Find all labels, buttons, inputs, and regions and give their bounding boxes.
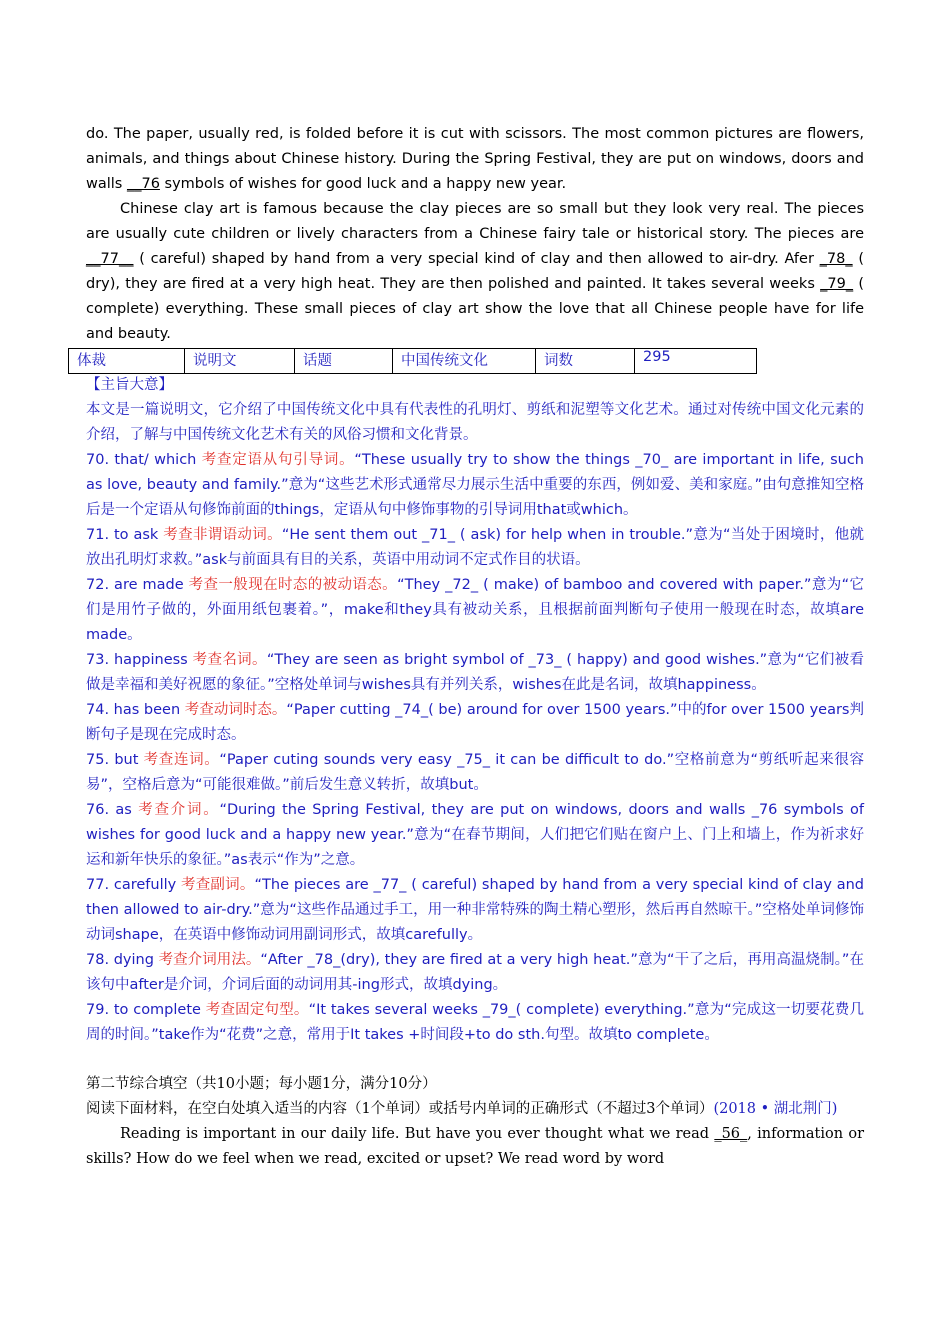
answer-item	[86, 798, 864, 873]
answer-tag: 考查动词时态。	[184, 702, 287, 718]
answer-item	[86, 998, 864, 1048]
topic-label: 话题	[295, 349, 393, 374]
source-label: (2018 • 湖北荆门)	[713, 1101, 838, 1117]
answer-item	[86, 948, 864, 998]
section-2-heading: 第二节综合填空（共10小题；每小题1分，满分10分）	[86, 1076, 437, 1092]
passage-paragraph-1: do. The paper, usually red, is folded before it is cut with scissors. The most common pictures are flowers, animals, and things about Chinese history. During the Spring Festival, they are put on windows, doors and walls __76 symbols of wishes for good luck and a happy new year.	[86, 126, 864, 192]
section-2-paragraph: Reading is important in our daily life. But have you ever thought what we read _56_, information or skills? How do we feel when we read, excited or upset? We read word by word	[86, 1126, 865, 1167]
answer-item	[86, 873, 864, 948]
metadata-table	[68, 348, 757, 374]
answer-tag: 考查连词。	[143, 752, 220, 768]
answer-explanation: “They _72_ ( make) of bamboo and covered with paper.”意为“它们是用竹子做的，外面用纸包裹着。”，make和they具有被动关系，且根据前面判断句子使用一般现在时态，故填are made。	[86, 577, 865, 643]
answer-tag: 考查介词用法。	[158, 952, 261, 968]
answer-tag: 考查定语从句引导词。	[201, 452, 355, 468]
answer-tag: 考查非谓语动词。	[163, 527, 282, 543]
metadata-row	[69, 349, 757, 374]
blank-78: _78_	[819, 251, 853, 267]
genre-label: 体裁	[69, 349, 185, 374]
answer-explanation: “Paper cutting _74_( be) around for over 1500 years.”中的for over 1500 years判断句子是现在完成时态。	[86, 702, 864, 743]
summary-text: 本文是一篇说明文，它介绍了中国传统文化中具有代表性的孔明灯、剪纸和泥塑等文化艺术。通过对传统中国文化元素的介绍，了解与中国传统文化艺术有关的风俗习惯和文化背景。	[86, 402, 864, 443]
answer-list	[86, 448, 864, 1048]
answer-explanations	[86, 373, 864, 1048]
answer-key: 77. carefully	[86, 877, 182, 893]
answer-key: 72. are made	[86, 577, 189, 593]
answer-item	[86, 523, 864, 573]
answer-tag: 考查介词。	[138, 802, 220, 818]
answer-explanation: “The pieces are _77_ ( careful) shaped by hand from a very special kind of clay and then allowed to air-dry.”意为“这些作品通过手工，用一种非常特殊的陶土精心塑形，然后再自然晾干。”空格处单词修饰动词shape，在英语中修饰动词用副词形式，故填carefully。	[86, 877, 865, 943]
answer-key: 71. to ask	[86, 527, 164, 543]
blank-79: _79_	[820, 276, 854, 292]
answer-explanation: “During the Spring Festival, they are put on windows, doors and walls _76 symbols of wishes for good luck and a happy new year.”意为“在春节期间，人们把它们贴在窗户上、门上和墙上，作为祈求好运和新年快乐的象征。”as表示“作为”之意。	[86, 802, 865, 868]
genre-value: 说明文	[185, 349, 295, 374]
passage	[86, 122, 864, 347]
answer-key: 76. as	[86, 802, 139, 818]
answer-tag: 考查副词。	[181, 877, 255, 893]
word-count-label: 词数	[536, 349, 635, 374]
answer-item	[86, 748, 864, 798]
answer-key: 79. to complete	[86, 1002, 206, 1018]
blank-76: __76	[126, 176, 160, 192]
answer-explanation: “He sent them out _71_ ( ask) for help when in trouble.”意为“当处于困境时，他就放出孔明灯求救。”ask与前面具有目的关系，英语中用动词不定式作目的状语。	[86, 527, 865, 568]
answer-explanation: “Paper cuting sounds very easy _75_ it can be difficult to do.”空格前意为“剪纸听起来很容易”，空格后意为“可能很难做。”前后发生意义转折，故填but。	[86, 752, 865, 793]
answer-tag: 考查固定句型。	[205, 1002, 309, 1018]
word-count-value: 295	[635, 349, 757, 374]
answer-explanation: “They are seen as bright symbol of _73_ ( happy) and good wishes.”意为“它们被看做是幸福和美好祝愿的象征。”空格处单词与wishes具有并列关系，wishes在此是名词，故填happiness。	[86, 652, 864, 693]
answer-item	[86, 648, 864, 698]
section-2-instruction: 阅读下面材料，在空白处填入适当的内容（1个单词）或括号内单词的正确形式（不超过3个单词）(2018 • 湖北荆门)	[86, 1101, 838, 1117]
answer-tag: 考查名词。	[192, 652, 267, 668]
answer-key: 78. dying	[86, 952, 159, 968]
answer-key: 74. has been	[86, 702, 185, 718]
answer-item	[86, 573, 864, 648]
answer-key: 73. happiness	[86, 652, 193, 668]
answer-item	[86, 698, 864, 748]
answer-explanation: “These usually try to show the things _70_ are important in life, such as love, beauty and family.”意为“这些艺术形式通常尽力展示生活中重要的东西，例如爱、美和家庭。”由句意推知空格后是一个定语从句修饰前面的things，定语从句中修饰事物的引导词用that或which。	[86, 452, 865, 518]
answer-key: 75. but	[86, 752, 144, 768]
blank-77: __77__	[86, 251, 134, 267]
answer-tag: 考查一般现在时态的被动语态。	[188, 577, 398, 593]
answer-key: 70. that/ which	[86, 452, 202, 468]
section-2	[86, 1072, 864, 1172]
answer-explanation: “It takes several weeks _79_( complete) everything.”意为“完成这一切要花费几周的时间。”take作为“花费”之意，常用于It takes +时间段+to do sth.句型。故填to complete。	[86, 1002, 864, 1043]
answer-explanation: “After _78_(dry), they are fired at a very high heat.”意为“干了之后，再用高温烧制。”在该句中after是介词，介词后面的动词用其-ing形式，故填dying。	[86, 952, 864, 993]
blank-56: _56_	[714, 1126, 748, 1142]
passage-paragraph-2: Chinese clay art is famous because the clay pieces are so small but they look very real. The pieces are usually cute children or lively characters from a Chinese fairy tale or historical story. The pieces are __77__ ( careful) shaped by hand from a very special kind of clay and then allowed to air-dry. Afer _78_ ( dry), they are fired at a very high heat. They are then polished and painted. It takes several weeks _79_ ( complete) everything. These small pieces of clay art show the love that all Chinese people have for life and beauty.	[86, 201, 865, 342]
topic-value: 中国传统文化	[393, 349, 536, 374]
answer-item	[86, 448, 864, 523]
summary-heading: 【主旨大意】	[86, 377, 173, 393]
